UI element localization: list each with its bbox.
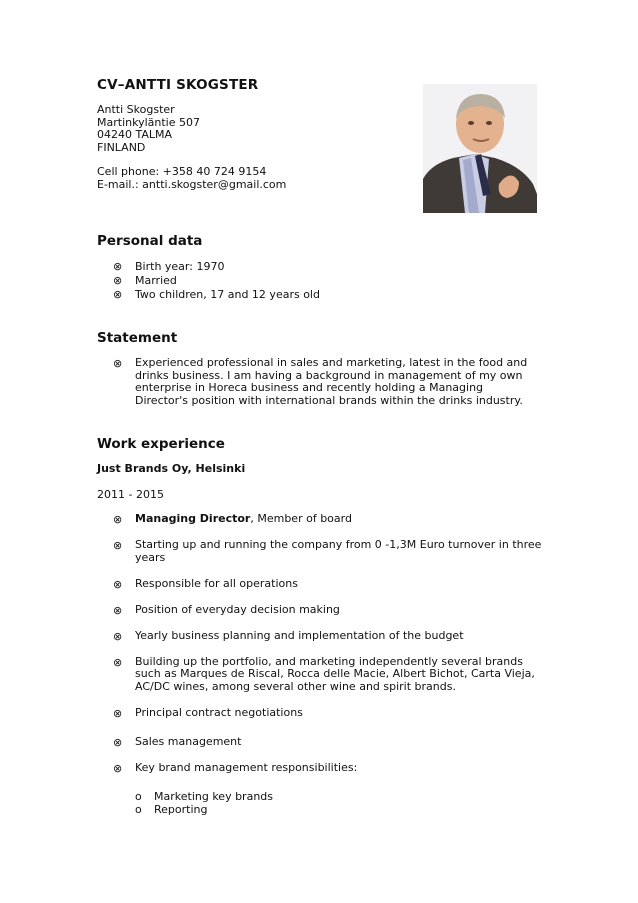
list-item: ⊗ Birth year: 1970	[113, 260, 225, 273]
street-line: Martinkyläntie 507	[97, 115, 200, 129]
list-item: ⊗ Responsible for all operations	[113, 576, 298, 591]
bullet-icon: ⊗	[113, 260, 123, 273]
personal-data-list	[113, 260, 320, 302]
statement-list	[113, 357, 533, 408]
bullet-icon: ⊗	[113, 735, 123, 749]
list-item: ⊗ Married	[113, 274, 177, 287]
profile-photo	[423, 84, 537, 213]
cell-phone: Cell phone: +358 40 724 9154	[97, 165, 267, 178]
name-line: Antti Skogster	[97, 103, 175, 116]
bullet-icon: ⊗	[113, 761, 123, 775]
bullet-icon: ⊗	[113, 288, 123, 301]
list-item: ⊗ Starting up and running the company from 0 -1,3M Euro turnover in three years	[113, 538, 542, 564]
list-item: ⊗ Position of everyday decision making	[113, 602, 340, 617]
list-item: ⊗ Key brand management responsibilities:	[113, 760, 358, 775]
list-item: ⊗ Yearly business planning and implementation of the budget	[113, 628, 464, 643]
cv-title: CV–ANTTI SKOGSTER	[97, 77, 259, 93]
statement-heading: Statement	[97, 330, 178, 346]
list-item: ⊗ Two children, 17 and 12 years old	[113, 288, 320, 301]
country-line: FINLAND	[97, 141, 146, 155]
list-item: ⊗ Managing Director, Member of board	[113, 512, 352, 526]
postal-line: 04240 TALMA	[97, 128, 173, 142]
personal-data-heading: Personal data	[97, 233, 203, 249]
bullet-icon: ⊗	[113, 577, 123, 591]
company-name: Just Brands Oy, Helsinki	[97, 462, 246, 475]
list-item: ⊗ Building up the portfolio, and marketing independently several brands such as Marques de Riscal, Rocca delle Macie, Albert Bichot, Carta Vieja, AC/DC wines, among several other wine and spirit brands.	[113, 654, 535, 694]
bullet-icon: ⊗	[113, 655, 123, 669]
work-duties-list	[113, 513, 543, 788]
role-title: Managing Director	[135, 512, 251, 525]
list-item: ⊗ Sales management	[113, 734, 242, 749]
brand-responsibilities-list	[135, 791, 273, 816]
bullet-icon: ⊗	[113, 603, 123, 617]
bullet-icon: ⊗	[113, 539, 123, 552]
sub-bullet-icon: o	[135, 802, 142, 816]
sub-bullet-icon: o	[135, 790, 142, 803]
bullet-icon: ⊗	[113, 629, 123, 643]
list-item: ⊗ Principal contract negotiations	[113, 706, 303, 721]
contact-block	[97, 166, 286, 191]
work-experience-heading: Work experience	[97, 436, 225, 452]
email: E-mail.: antti.skogster@gmail.com	[97, 177, 287, 191]
employment-period: 2011 - 2015	[97, 488, 164, 501]
address-block	[97, 104, 200, 155]
sub-list-item: o Reporting	[135, 802, 208, 816]
bullet-icon: ⊗	[113, 707, 123, 721]
bullet-icon: ⊗	[113, 513, 123, 526]
bullet-icon: ⊗	[113, 274, 123, 287]
list-item: ⊗ Experienced professional in sales and marketing, latest in the food and drinks business. I am having a background in management of my own enterprise in Horeca business and recently holding a Managing Director's position with international brands within the drinks industry.	[113, 356, 528, 408]
sub-list-item: o Marketing key brands	[135, 790, 274, 803]
bullet-icon: ⊗	[113, 357, 123, 370]
